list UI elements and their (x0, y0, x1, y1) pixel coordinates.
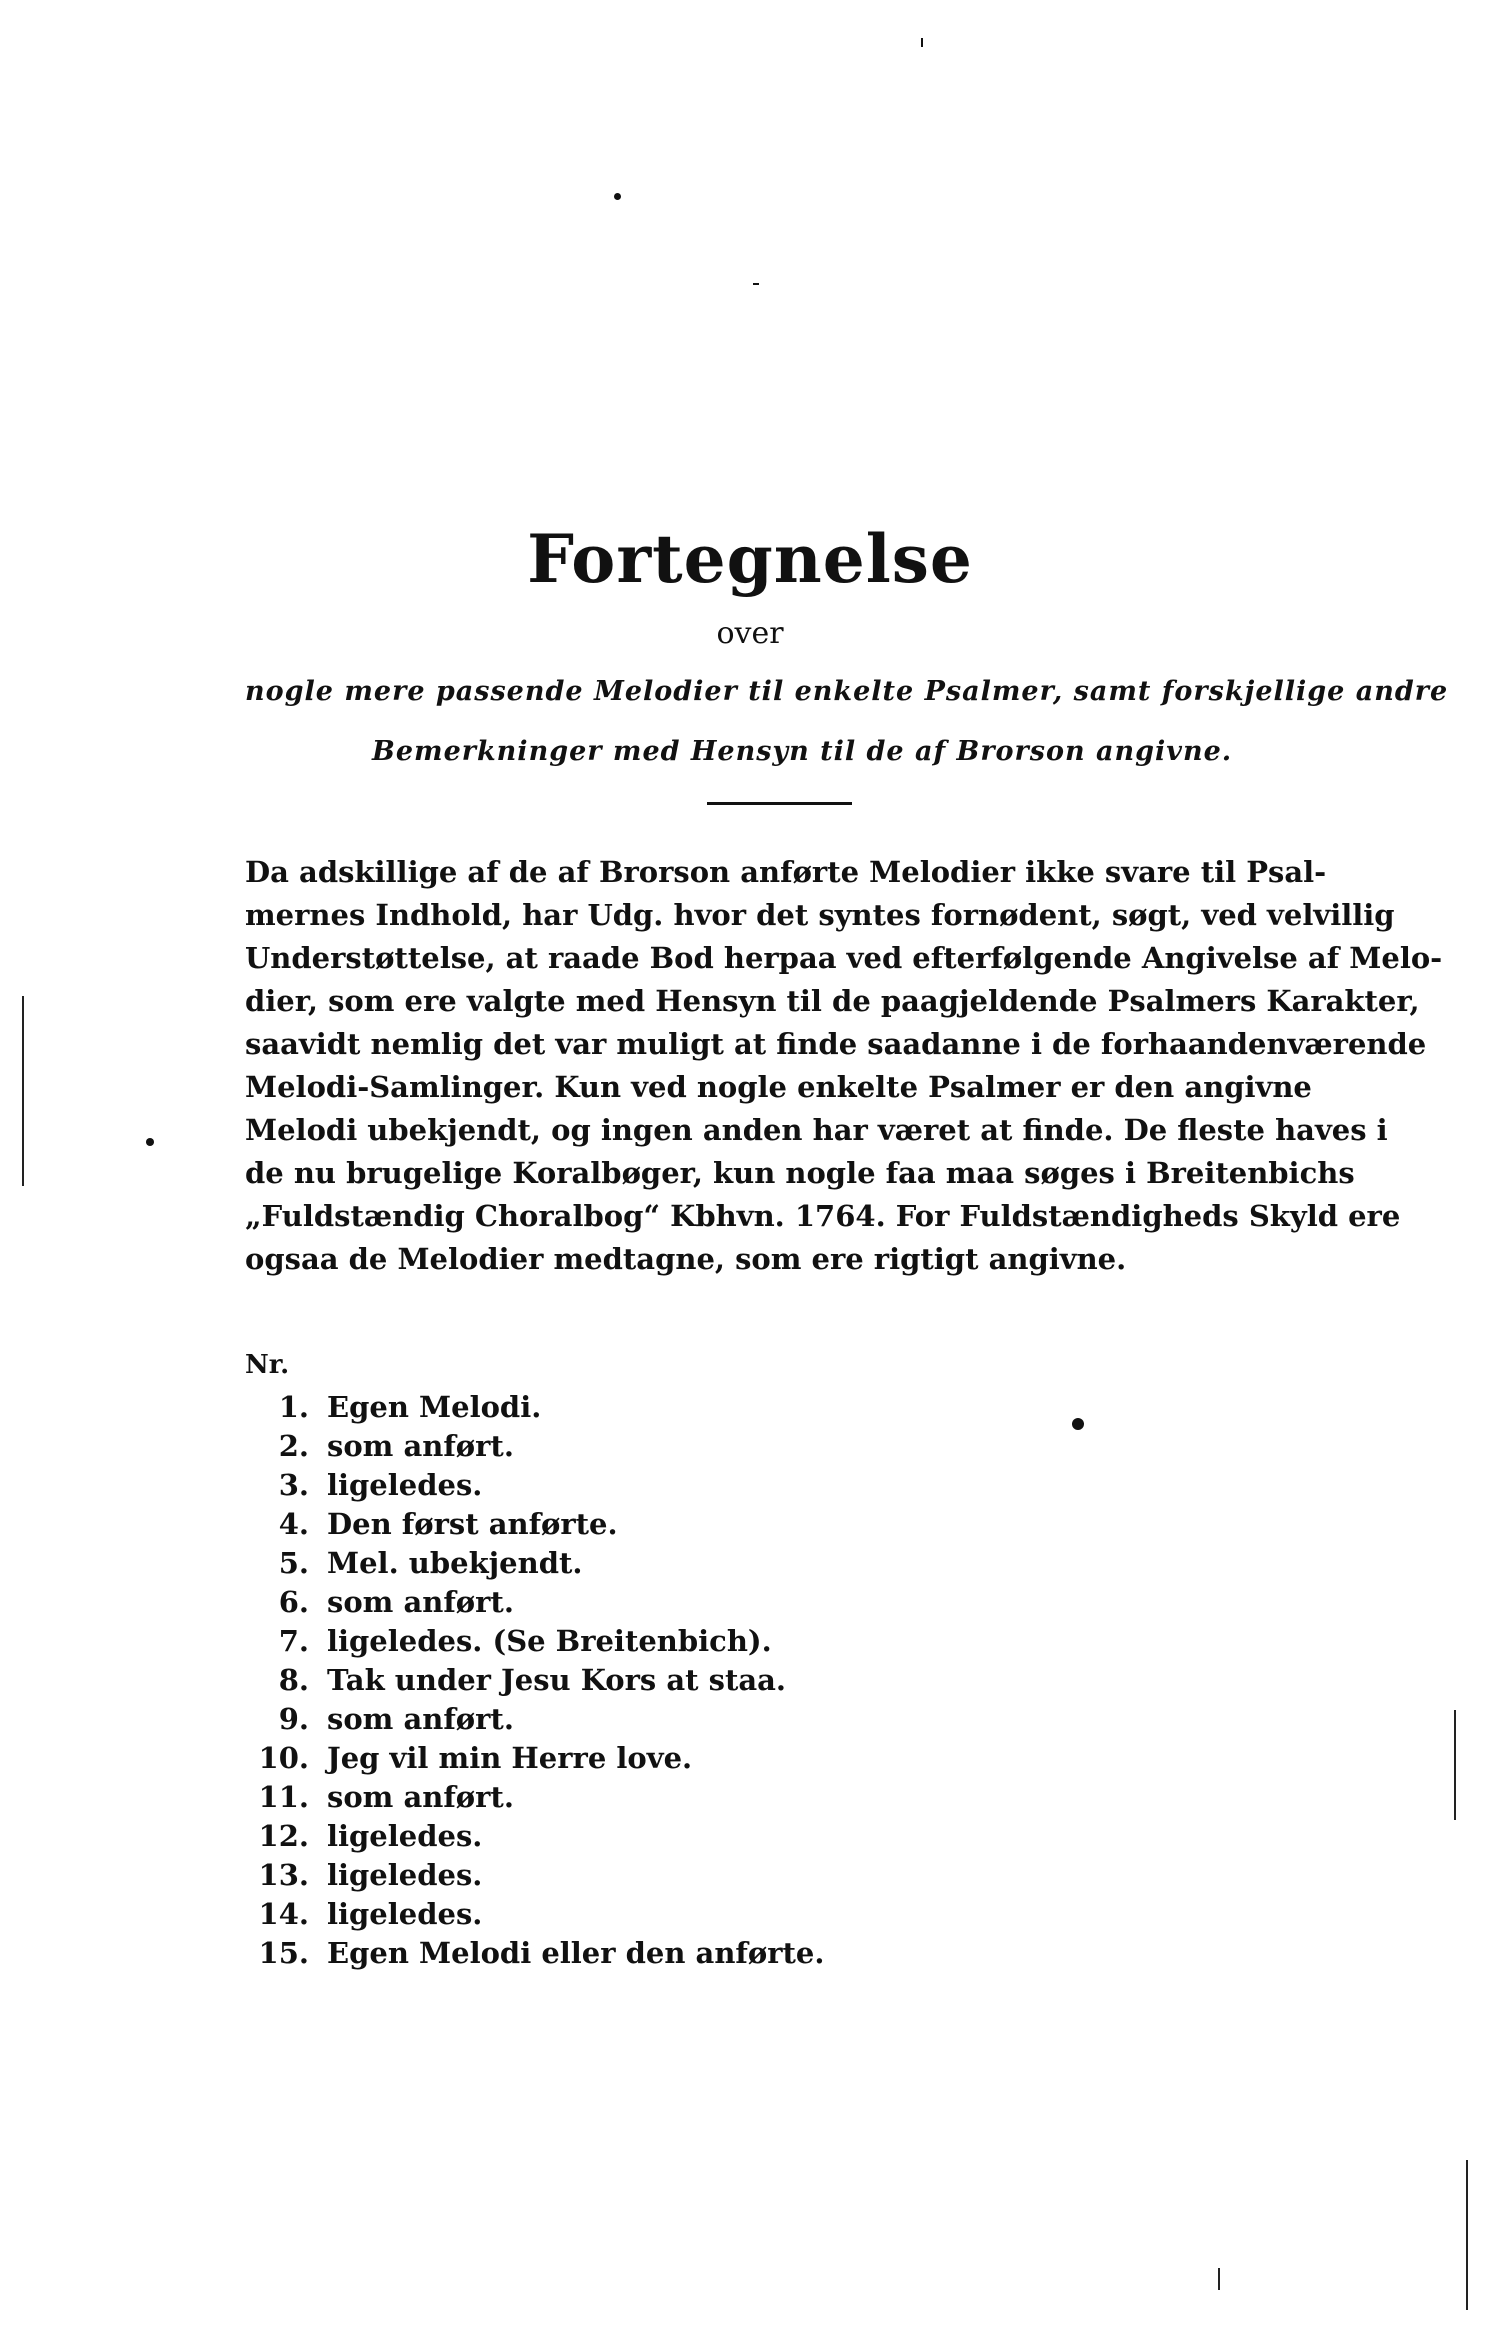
paragraph-line: Melodi ubekjendt, og ingen anden har været at finde. De fleste haves i (245, 1113, 1388, 1147)
item-text: som anført. (327, 1585, 514, 1619)
paragraph-line: „Fuldstændig Choralbog“ Kbhvn. 1764. For Fuldstændigheds Skyld ere (245, 1199, 1401, 1233)
paragraph-line: saavidt nemlig det var muligt at finde saadanne i de forhaandenværende (245, 1027, 1427, 1061)
list-item (245, 1583, 945, 1622)
item-number: 5. (278, 1546, 309, 1580)
item-text: Den først anførte. (327, 1507, 618, 1541)
item-text: ligeledes. (327, 1858, 483, 1892)
item-number: 10. (258, 1741, 309, 1775)
list-item (245, 1622, 945, 1661)
item-number: 2. (278, 1429, 309, 1463)
list-item (245, 1505, 945, 1544)
item-text: som anført. (327, 1780, 514, 1814)
paragraph-line: Understøttelse, at raade Bod herpaa ved efterfølgende Angivelse af Melo- (245, 941, 1443, 975)
item-text: Mel. ubekjendt. (327, 1546, 583, 1580)
list-item (245, 1856, 945, 1895)
list-item (245, 1427, 945, 1466)
item-text: Tak under Jesu Kors at staa. (327, 1663, 787, 1697)
margin-line (22, 996, 24, 1186)
item-number: 7. (278, 1624, 309, 1658)
scan-speck (146, 1138, 154, 1146)
list-item (245, 1544, 945, 1583)
scan-speck (614, 193, 621, 200)
item-number: 14. (258, 1897, 309, 1931)
description-line: Bemerkninger med Hensyn til de af Brorson angivne. (372, 736, 1233, 767)
page-subtitle: over (716, 616, 784, 651)
list-item (245, 1895, 945, 1934)
item-text: ligeledes. (327, 1819, 483, 1853)
item-number: 12. (258, 1819, 309, 1853)
scan-speck (753, 283, 759, 285)
list-item (245, 1388, 945, 1427)
paragraph-line: mernes Indhold, har Udg. hvor det syntes fornødent, søgt, ved velvillig (245, 898, 1395, 932)
item-number: 11. (258, 1780, 309, 1814)
paragraph-line: de nu brugelige Koralbøger, kun nogle faa maa søges i Breitenbichs (245, 1156, 1355, 1190)
list-header: Nr. (245, 1350, 290, 1380)
list-item (245, 1739, 945, 1778)
page-title: Fortegnelse (527, 520, 973, 598)
intro-paragraph (245, 851, 1443, 1281)
list-item (245, 1817, 945, 1856)
item-text: som anført. (327, 1429, 514, 1463)
item-number: 3. (278, 1468, 309, 1502)
margin-line (1218, 2268, 1220, 2290)
item-number: 4. (278, 1507, 309, 1541)
item-text: ligeledes. (327, 1897, 483, 1931)
paragraph-line: ogsaa de Melodier medtagne, som ere rigtigt angivne. (245, 1242, 1127, 1276)
item-number: 1. (278, 1390, 309, 1424)
scan-speck (921, 38, 923, 47)
list-item (245, 1934, 945, 1973)
list-item (245, 1466, 945, 1505)
item-number: 6. (278, 1585, 309, 1619)
item-text: Jeg vil min Herre love. (327, 1741, 693, 1775)
horizontal-rule (707, 802, 852, 805)
scan-speck (1072, 1418, 1084, 1430)
list-item (245, 1700, 945, 1739)
melody-list (245, 1388, 945, 1973)
item-number: 8. (278, 1663, 309, 1697)
item-number: 9. (278, 1702, 309, 1736)
description-line: nogle mere passende Melodier til enkelte Psalmer, samt forskjellige andre (245, 676, 1449, 707)
paragraph-line: Da adskillige af de af Brorson anførte Melodier ikke svare til Psal- (245, 855, 1327, 889)
item-text: Egen Melodi. (327, 1390, 542, 1424)
margin-line (1454, 1710, 1456, 1820)
item-text: Egen Melodi eller den anførte. (327, 1936, 825, 1970)
item-text: som anført. (327, 1702, 514, 1736)
paragraph-line: dier, som ere valgte med Hensyn til de paagjeldende Psalmers Karakter, (245, 984, 1420, 1018)
list-item (245, 1778, 945, 1817)
list-item (245, 1661, 945, 1700)
item-text: ligeledes. (Se Breitenbich). (327, 1624, 772, 1658)
item-number: 15. (258, 1936, 309, 1970)
item-text: ligeledes. (327, 1468, 483, 1502)
paragraph-line: Melodi-Samlinger. Kun ved nogle enkelte Psalmer er den angivne (245, 1070, 1312, 1104)
item-number: 13. (258, 1858, 309, 1892)
margin-line (1466, 2160, 1468, 2310)
